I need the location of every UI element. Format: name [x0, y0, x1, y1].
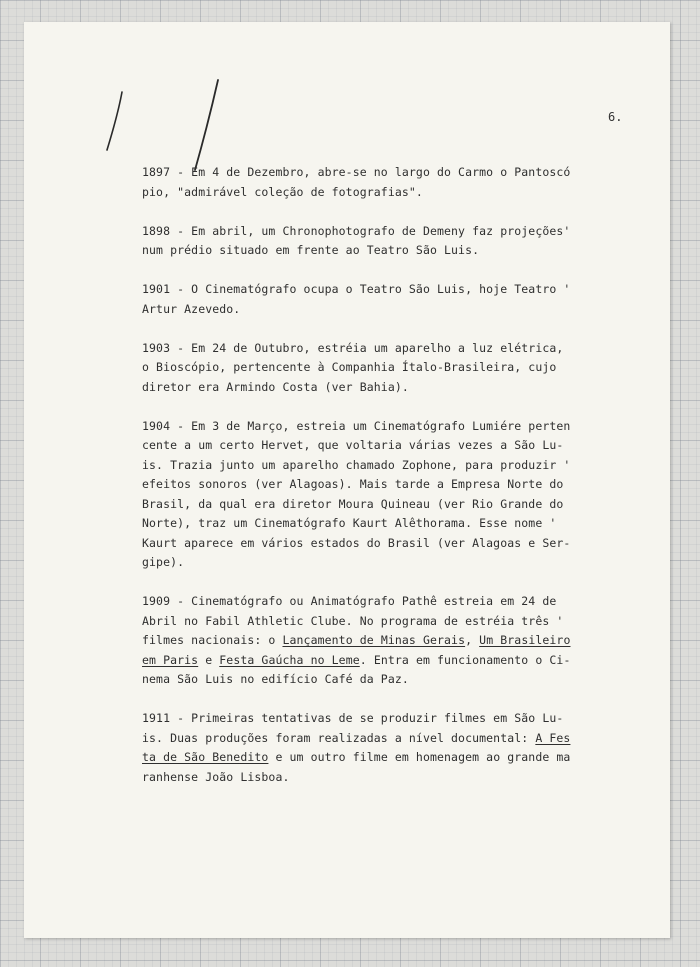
text-segment: nema São Luis no edifício Café da Paz.: [142, 672, 409, 686]
text-segment: 1903 - Em 24 de Outubro, estréia um aparelho a luz elétrica,: [142, 340, 564, 355]
text-segment: 1904 - Em 3 de Março, estreia um Cinematógrafo Lumiére perten: [142, 418, 571, 433]
text-line: [142, 670, 617, 690]
text-segment: filmes nacionais: o: [142, 633, 283, 647]
text-line: [142, 592, 617, 612]
text-line: [142, 163, 617, 183]
text-line: [142, 612, 617, 632]
text-segment: cente a um certo Hervet, que voltaria várias vezes a São Lu-: [142, 438, 564, 452]
text-segment: 1901 - O Cinematógrafo ocupa o Teatro São Luis, hoje Teatro ': [142, 282, 571, 296]
text-segment: is. Duas produções foram realizadas a nível documental:: [142, 730, 536, 745]
text-segment: e um outro filme em homenagem ao grande ma: [268, 750, 571, 764]
chronology-entry: [142, 222, 617, 261]
underlined-film-title: Festa Gaúcha no Leme: [219, 652, 360, 667]
page-number: 6.: [608, 110, 623, 124]
text-segment: 1911 - Primeiras tentativas de se produzir filmes em São Lu-: [142, 711, 564, 725]
text-line: [142, 651, 617, 671]
chronology-list: [142, 163, 617, 787]
text-line: [142, 300, 617, 320]
text-line: [142, 378, 617, 398]
chronology-entry: [142, 417, 617, 573]
text-segment: Norte), traz um Cinematógrafo Kaurt Alêthorama. Esse nome ': [142, 516, 557, 530]
text-segment: 1898 - Em abril, um Chronophotografo de Demeny faz projeções': [142, 223, 571, 238]
underlined-film-title: Um Brasileiro: [479, 633, 571, 647]
underlined-film-title: A Fes: [535, 730, 571, 745]
text-segment: num prédio situado em frente ao Teatro São Luis.: [142, 243, 480, 257]
text-segment: diretor era Armindo Costa (ver Bahia).: [142, 379, 409, 394]
text-line: [142, 417, 617, 437]
document-page: [24, 22, 670, 938]
text-segment: Abril no Fabil Athletic Clube. No programa de estréia três ': [142, 613, 564, 628]
underlined-film-title: em Paris: [142, 652, 199, 667]
text-line: [142, 436, 617, 456]
text-segment: ranhense João Lisboa.: [142, 769, 290, 784]
text-segment: efeitos sonoros (ver Alagoas). Mais tarde a Empresa Norte do: [142, 477, 564, 491]
chronology-entry: [142, 163, 617, 202]
text-line: [142, 514, 617, 534]
text-line: [142, 768, 617, 788]
text-line: [142, 748, 617, 768]
text-segment: gipe).: [142, 555, 185, 569]
text-segment: Brasil, da qual era diretor Moura Quineau (ver Rio Grande do: [142, 496, 564, 511]
text-segment: 1897 - Em 4 de Dezembro, abre-se no largo do Carmo o Pantoscó: [142, 165, 571, 179]
text-segment: o Bioscópio, pertencente à Companhia Ítalo-Brasileira, cujo: [142, 360, 557, 374]
chronology-entry: [142, 709, 617, 787]
underlined-film-title: ta de São Benedito: [142, 750, 269, 764]
text-segment: e: [198, 652, 220, 667]
text-line: [142, 222, 617, 242]
text-line: [142, 358, 617, 378]
text-line: [142, 456, 617, 476]
text-line: [142, 183, 617, 203]
text-line: [142, 280, 617, 300]
text-segment: . Entra em funcionamento o Ci-: [359, 652, 571, 667]
text-line: [142, 339, 617, 359]
text-segment: pio, "admirável coleção de fotografias".: [142, 184, 423, 199]
text-line: [142, 534, 617, 554]
text-segment: Kaurt aparece em vários estados do Brasil (ver Alagoas e Ser-: [142, 535, 571, 550]
text-segment: is. Trazia junto um aparelho chamado Zophone, para produzir ': [142, 457, 571, 472]
text-line: [142, 241, 617, 261]
text-line: [142, 553, 617, 573]
text-segment: Artur Azevedo.: [142, 301, 241, 316]
text-line: [142, 709, 617, 729]
text-line: [142, 495, 617, 515]
pen-stroke-mark: [104, 74, 224, 174]
chronology-entry: [142, 339, 617, 398]
underlined-film-title: Lançamento de Minas Gerais: [282, 633, 466, 647]
text-line: [142, 631, 617, 651]
chronology-entry: [142, 592, 617, 690]
chronology-entry: [142, 280, 617, 319]
text-line: [142, 729, 617, 749]
text-line: [142, 475, 617, 495]
text-segment: 1909 - Cinematógrafo ou Animatógrafo Pathê estreia em 24 de: [142, 594, 557, 608]
text-segment: ,: [465, 633, 480, 647]
